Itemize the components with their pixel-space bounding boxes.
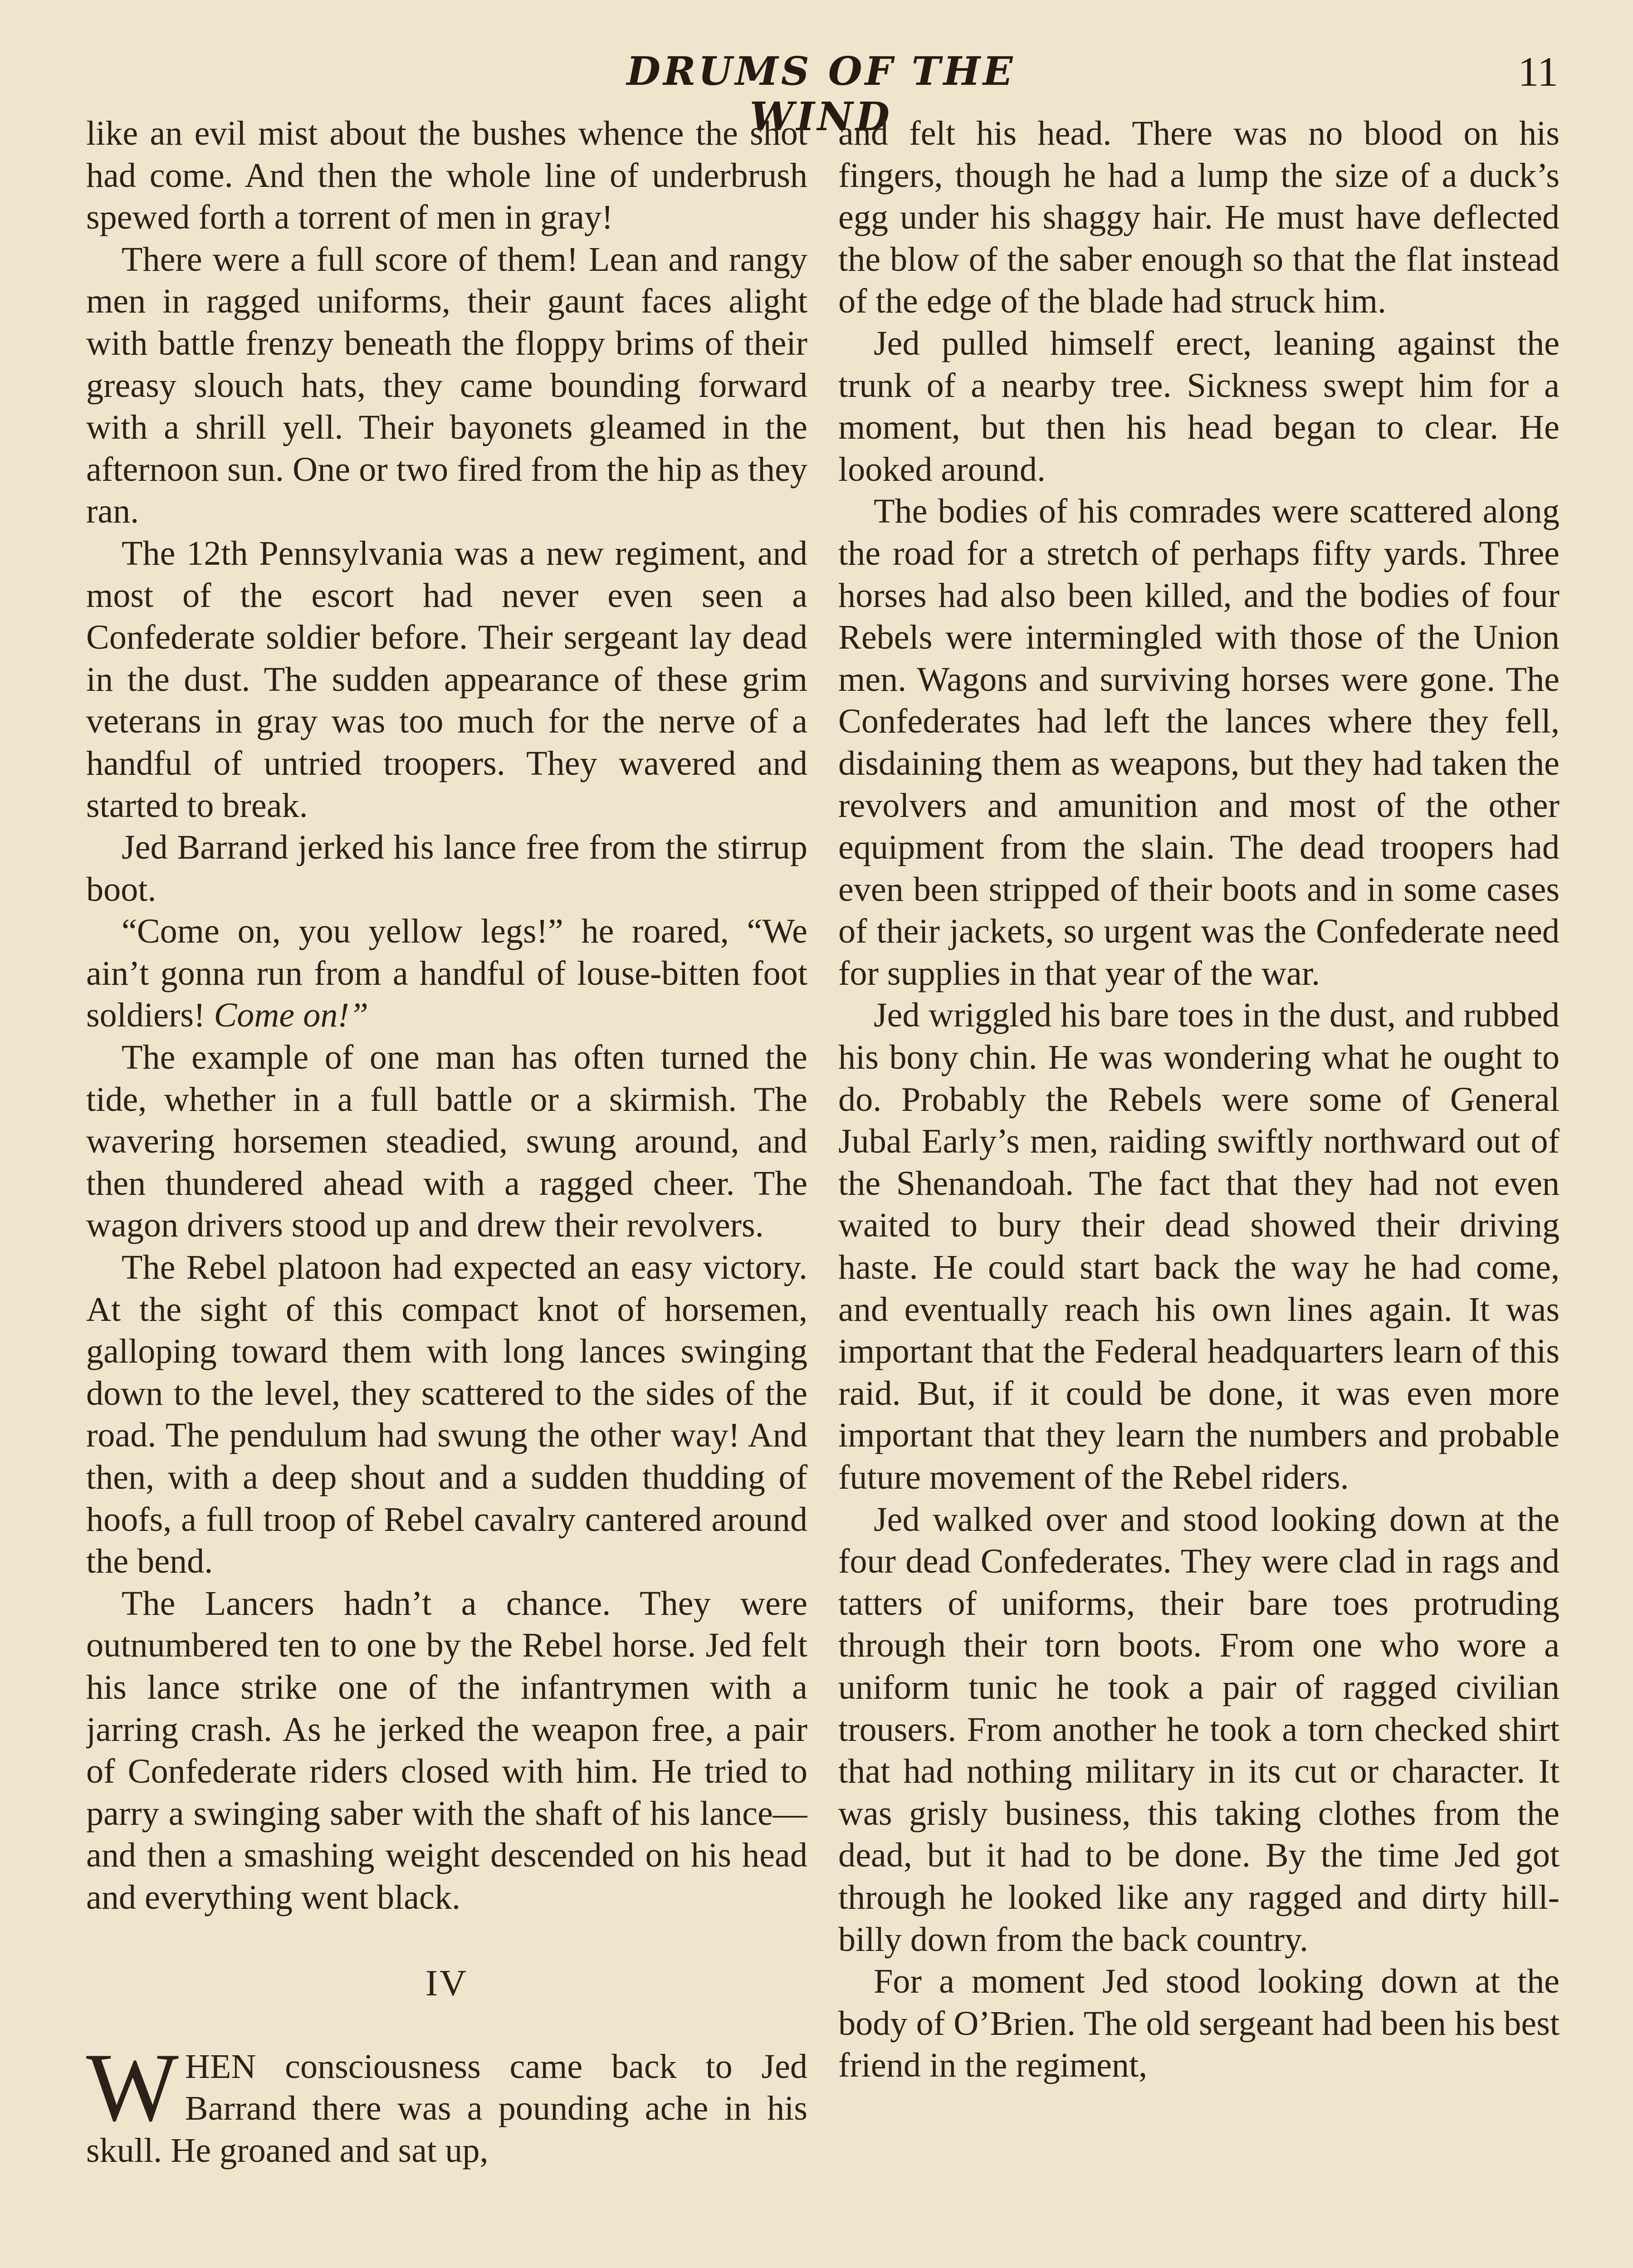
dialogue-text: “Come on, you yellow legs!” he roared, “We ain’t gonna run from a handful of louse-bitten foot soldiers! [86, 912, 807, 1035]
paragraph: Jed pulled himself erect, leaning against the trunk of a nearby tree. Sickness swept him for a moment, but then his head began to clear. He looked around. [838, 324, 1560, 489]
paragraph: The 12th Pennsylvania was a new regiment, and most of the escort had never even seen a Confederate soldier before. Their sergeant lay dead in the dust. The sudden appearance of these grim veterans in gray was too much for the nerve of a handful of untried troopers. They wavered and started to break. [86, 534, 807, 825]
drop-cap: W [86, 2033, 179, 2141]
paragraph: For a moment Jed stood looking down at the body of O’Brien. The old sergeant had been his best friend in the regiment, [838, 1962, 1560, 2085]
paragraph: The bodies of his comrades were scattered along the road for a stretch of perhaps fifty yards. Three horses had also been killed, and the bodies of four Rebels were intermingled with those of the Union men. Wagons and surviving horses were gone. The Confederates had left the lances where they fell, disdaining them as weapons, but they had taken the revolvers and amunition and most of the other equipment from the slain. The dead troopers had even been stripped of their boots and in some cases of their jackets, so urgent was the Confederate need for supplies in that year of the war. [838, 492, 1560, 992]
paragraph: The Rebel platoon had expected an easy victory. At the sight of this compact knot of horsemen, galloping toward them with long lances swinging down to the level, they scattered to the sides of the road. The pendulum had swung the other way! And then, with a deep shout and a sudden thudding of hoofs, a full troop of Rebel cavalry cantered around the bend. [86, 1248, 807, 1581]
paragraph: like an evil mist about the bushes whence the shot had come. And then the whole line of underbrush spewed forth a torrent of men in gray! [86, 114, 807, 237]
paragraph: Jed walked over and stood looking down at the four dead Confederates. They were clad in rags and tatters of uniforms, their bare toes protruding through their torn boots. From one who wore a uniform tunic he took a pair of ragged civilian trousers. From another he took a torn checked shirt that had nothing military in its cut or character. It was grisly business, this taking clothes from the dead, but it had to be done. By the time Jed got through he looked like any ragged and dirty hill-billy down from the back country. [838, 1500, 1560, 1959]
paragraph: There were a full score of them! Lean and rangy men in ragged uniforms, their gaunt faces alight with battle frenzy beneath the floppy brims of their greasy slouch hats, they came bounding forward with a shrill yell. Their bayonets gleamed in the afternoon sun. One or two fired from the hip as they ran. [86, 240, 807, 531]
paragraph: and felt his head. There was no blood on his fingers, though he had a lump the size of a duck’s egg under his shaggy hair. He must have deflected the blow of the saber enough so that the flat instead of the edge of the blade had struck him. [838, 114, 1560, 321]
running-title: DRUMS OF THE WIND [626, 49, 1016, 140]
paragraph: The Lancers hadn’t a chance. They were outnumbered ten to one by the Rebel horse. Jed felt his lance strike one of the infantrymen with a jarring crash. As he jerked the weapon free, a pair of Confederate riders closed with him. He tried to parry a swinging saber with the shaft of his lance—and then a smashing weight descended on his head and everything went black. [86, 1584, 807, 1916]
paragraph-dialogue [86, 910, 807, 1036]
section-heading: IV [425, 1962, 469, 2004]
right-column [838, 112, 1560, 2268]
paragraph: Jed wriggled his bare toes in the dust, and rubbed his bony chin. He was wondering what he ought to do. Probably the Rebels were some of General Jubal Early’s men, raiding swiftly northward out of the Shenandoah. The fact that they had not even waited to bury their dead showed their driving haste. He could start back the way he had come, and eventually reach his own lines again. It was important that the Federal headquarters learn of this raid. But, if it could be done, it was even more important that they learn the numbers and probable future movement of the Rebel riders. [838, 996, 1560, 1496]
page-number: 11 [1518, 49, 1558, 95]
dialogue-emphasis: Come on!” [214, 996, 369, 1035]
paragraph-with-drop-cap [86, 2033, 807, 2172]
paragraph: The example of one man has often turned the tide, whether in a full battle or a skirmish. The wavering horsemen steadied, swung around, and then thundered ahead with a ragged cheer. The wagon drivers stood up and drew their revolvers. [86, 1038, 807, 1245]
paragraph: Jed Barrand jerked his lance free from the stirrup boot. [86, 828, 807, 909]
left-column [86, 112, 807, 2268]
paragraph-text: HEN consciousness came back to Jed Barrand there was a pounding ache in his skull. He groaned and sat up, [86, 2047, 807, 2170]
